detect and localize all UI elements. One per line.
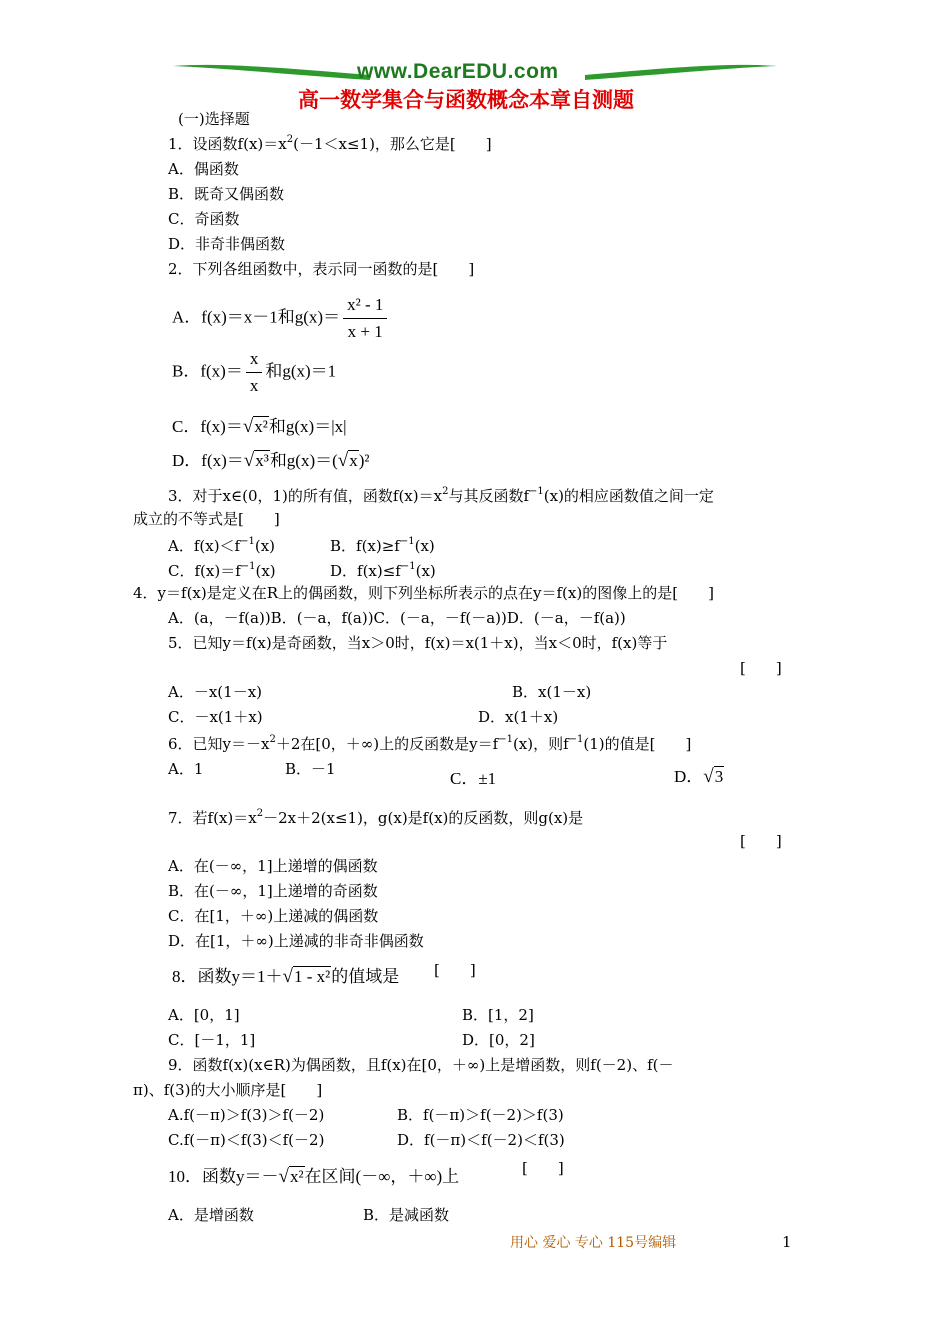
numerator: x² - 1 [343,294,387,319]
question-8-stem [172,966,399,988]
text: 1．设函数f(x)＝x [168,135,287,153]
question-7-option-d: D．在[1，＋∞)上递减的非奇非偶函数 [168,932,424,950]
radicand: x [349,451,358,470]
question-5-option-b: B．x(1－x) [512,683,592,701]
question-8-option-d: D．[0，2] [462,1031,535,1049]
text: 8．函数y＝1＋ [172,967,283,986]
question-7-stem [168,808,583,828]
superscript: −1 [400,561,416,572]
denominator: x [249,376,259,395]
page-number: 1 [782,1233,792,1251]
question-3-stem-line2: 成立的不等式是[ ] [133,510,280,528]
sqrt-icon: √3 [703,766,724,787]
question-10-option-b: B．是减函数 [363,1206,450,1224]
question-7-bracket: [ ] [740,832,782,850]
question-4-stem: 4．y＝f(x)是定义在R上的偶函数，则下列坐标所表示的点在y＝f(x)的图像上的是[ ] [133,584,714,602]
text: (x) [255,562,276,580]
text: (x) [414,537,435,555]
footer-text: 用心 爱心 专心 115号编辑 [510,1235,677,1251]
radicand: x² [254,417,268,436]
question-3-option-a [168,536,275,556]
question-3-option-b [330,536,435,556]
question-1-option-c: C．奇函数 [168,210,240,228]
superscript: 2 [269,734,276,745]
question-6-option-b: B．－1 [285,760,336,778]
fraction [343,294,387,343]
text: C．f(x)＝ [172,417,243,436]
question-3-option-d [330,561,436,581]
sqrt-icon: √1 - x² [282,966,331,987]
question-1-option-d: D．非奇非偶函数 [168,235,286,253]
question-7-option-c: C．在[1，＋∞)上递减的偶函数 [168,907,379,925]
denominator: x + 1 [347,322,383,341]
question-2-option-b [172,348,336,397]
superscript: −1 [399,536,415,547]
text: 和g(x)＝( [269,451,338,470]
site-logo-text: www.DearEDU.com [357,60,559,83]
text: 的值域是 [331,967,400,986]
question-4-options: A．(a，－f(a))B．(－a，f(a))C．(－a，－f(－a))D．(－a，－f(a)) [168,609,626,627]
question-6-option-a: A．1 [168,760,204,778]
question-6-option-c: C．±1 [450,769,497,788]
text: B．f(x)≥f [330,537,400,555]
text: C．f(x)＝f [168,562,241,580]
superscript: −1 [498,734,513,745]
question-1-stem [168,134,492,154]
question-3-option-c [168,561,276,581]
radicand: x³ [255,451,269,470]
question-9-option-c: C.f(－π)＜f(3)＜f(－2) [168,1131,325,1149]
question-5-option-d: D．x(1＋x) [478,708,559,726]
text: D． [674,767,704,786]
question-9-option-d: D．f(－π)＜f(－2)＜f(3) [397,1131,565,1149]
text: (x)，则f [512,735,569,753]
text: 6．已知y＝－x [168,735,270,753]
question-7-option-a: A．在(－∞，1]上递增的偶函数 [168,857,378,875]
text: (1)的值是[ ] [583,735,692,753]
question-8-option-c: C．[－1，1] [168,1031,256,1049]
question-9-option-b: B．f(－π)＞f(－2)＞f(3) [397,1106,564,1124]
text: )² [358,451,370,470]
text: B．f(x)＝ [172,361,243,381]
text: 和g(x)＝1 [265,361,337,381]
text: (x) [415,562,436,580]
question-9-stem: 9．函数f(x)(x∈R)为偶函数，且f(x)在[0，＋∞)上是增函数，则f(－2)、f(－ [168,1056,674,1074]
text: A．f(x)＝x－1和g(x)＝ [172,307,341,327]
question-7-option-b: B．在(－∞，1]上递增的奇函数 [168,882,378,900]
text: ＋2在[0，＋∞)上的反函数是y＝f [275,735,499,753]
question-3-stem [168,486,714,506]
question-5-option-c: C．－x(1＋x) [168,708,263,726]
question-5-option-a: A．－x(1－x) [168,683,262,701]
question-10-bracket: [ ] [522,1159,564,1177]
superscript: −1 [529,486,544,497]
text: (－1＜x≤1)，那么它是[ ] [293,135,492,153]
question-2-option-d [172,450,370,472]
text: 和g(x)＝|x| [268,417,347,436]
question-8-bracket: [ ] [434,961,476,979]
section-heading: (一)选择题 [178,110,250,128]
text: D．f(x)＝ [172,451,244,470]
text: 与其反函数f [448,487,530,505]
question-5-stem: 5．已知y＝f(x)是奇函数，当x＞0时，f(x)＝x(1＋x)，当x＜0时，f(x)等于 [168,634,668,652]
question-10-option-a: A．是增函数 [168,1206,254,1224]
question-6-option-d [674,766,724,788]
question-6-stem [168,734,691,754]
text: 10．函数y＝－ [168,1167,279,1186]
text: (x)的相应函数值之间一定 [543,487,714,505]
sqrt-icon: √x [337,450,358,471]
sqrt-icon: √x³ [243,450,269,471]
fraction [246,348,263,397]
question-9-option-a: A.f(－π)＞f(3)＞f(－2) [168,1106,325,1124]
text: D．f(x)≤f [330,562,401,580]
question-1-option-a: A．偶函数 [168,160,239,178]
sqrt-icon: √x² [242,416,268,437]
question-2-stem: 2．下列各组函数中，表示同一函数的是[ ] [168,260,475,278]
text: －2x＋2(x≤1)，g(x)是f(x)的反函数，则g(x)是 [263,809,584,827]
radicand: 3 [714,767,724,786]
superscript: 2 [286,134,294,145]
radicand: x² [289,1167,304,1186]
text: (x) [254,537,276,555]
text: 7．若f(x)＝x [168,809,257,827]
question-5-bracket: [ ] [740,659,782,677]
text: 在区间(－∞，＋∞)上 [304,1167,460,1186]
page-title: 高一数学集合与函数概念本章自测题 [298,87,634,112]
superscript: −1 [568,734,584,745]
text: A．f(x)＜f [168,537,241,555]
question-2-option-a [172,294,390,343]
superscript: 2 [442,486,449,497]
superscript: 2 [256,808,264,819]
question-1-option-b: B．既奇又偶函数 [168,185,285,203]
question-8-option-a: A．[0，1] [168,1006,240,1024]
text: 3．对于x∈(0，1)的所有值，函数f(x)＝x [168,487,443,505]
question-10-stem [168,1166,459,1188]
superscript: −1 [240,561,256,572]
numerator: x [246,348,263,373]
question-9-stem-line2: π)、f(3)的大小顺序是[ ] [133,1081,323,1099]
radicand: 1 - x² [293,967,331,986]
question-8-option-b: B．[1，2] [462,1006,534,1024]
superscript: −1 [240,536,255,547]
sqrt-icon: √x² [278,1166,304,1187]
question-2-option-c [172,416,347,438]
